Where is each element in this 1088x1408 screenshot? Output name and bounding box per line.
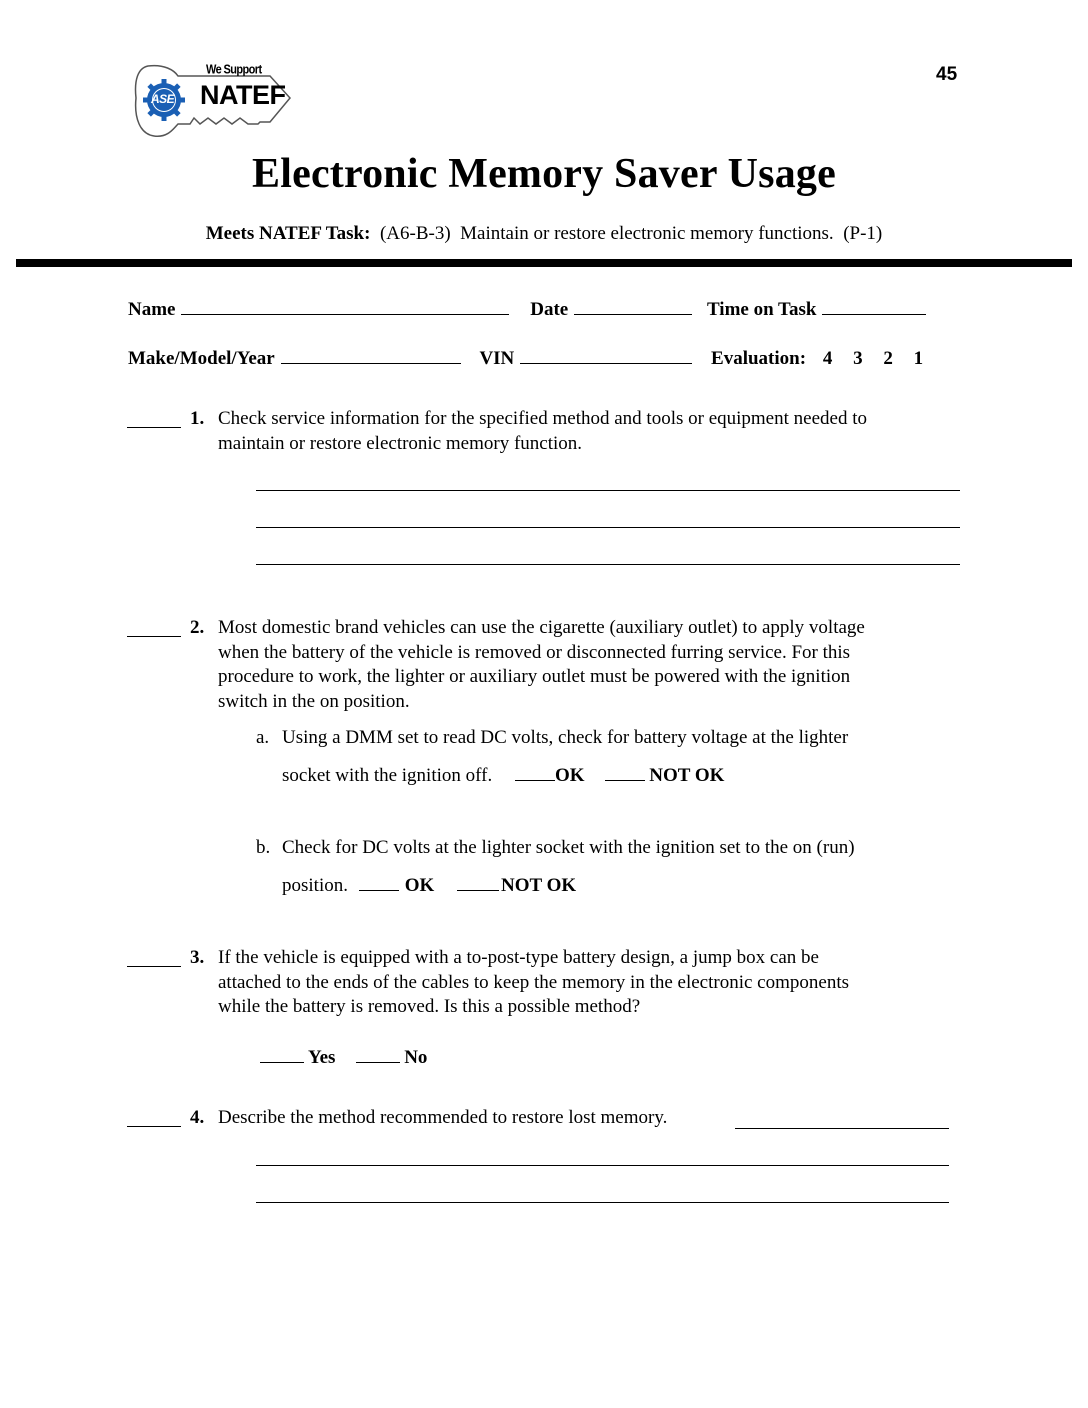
q3-no-blank[interactable] (356, 1044, 400, 1063)
q3-check-blank[interactable] (127, 966, 181, 967)
task-priority: (P-1) (843, 223, 883, 244)
logo-top-text: We Support (206, 62, 262, 78)
q3-text-line: If the vehicle is equipped with a to-post-type battery design, a jump box can be (218, 947, 819, 968)
q2b-text-line-1: Check for DC volts at the lighter socket with the ignition set to the on (run) (282, 837, 855, 858)
make-model-year-field[interactable] (281, 345, 461, 364)
task-label: Meets NATEF Task: (205, 223, 371, 244)
q2b-not-ok-blank[interactable] (457, 872, 499, 891)
q3-text (218, 946, 849, 1020)
vin-field[interactable] (520, 345, 692, 364)
logo-badge-text: ASE (151, 92, 175, 106)
q3-text-line: attached to the ends of the cables to keep the memory in the electronic components (218, 971, 849, 993)
q4-check-blank[interactable] (127, 1126, 181, 1127)
q2-text-line: Most domestic brand vehicles can use the cigarette (auxiliary outlet) to apply voltage (218, 617, 865, 638)
q2a-not-ok-option: NOT OK (649, 765, 725, 786)
header-divider (16, 259, 1072, 267)
q3-yes-blank[interactable] (260, 1044, 304, 1063)
evaluation-option-1[interactable]: 1 (913, 348, 924, 369)
q4-answer-line-2[interactable] (256, 1165, 949, 1166)
date-label: Date (530, 299, 569, 320)
evaluation-option-3[interactable]: 3 (853, 348, 863, 369)
q3-yes-option: Yes (308, 1047, 336, 1068)
q3-options (260, 1044, 427, 1070)
q1-answer-line-3[interactable] (256, 564, 960, 565)
q1-text (218, 407, 867, 456)
q1-check-blank[interactable] (127, 427, 181, 428)
q1-text-line: maintain or restore electronic memory function. (218, 432, 583, 454)
student-info-row (128, 296, 926, 322)
make-model-year-label: Make/Model/Year (128, 348, 275, 369)
q2a-ok-blank[interactable] (515, 762, 555, 781)
evaluation-option-2[interactable]: 2 (883, 348, 893, 369)
q4-answer-line-3[interactable] (256, 1202, 949, 1203)
logo-main-text: NATEF (200, 80, 286, 110)
q2a-line-2 (282, 762, 724, 788)
q2a-ok-option: OK (554, 765, 585, 786)
q2-text-line: procedure to work, the lighter or auxiliary outlet must be powered with the ignition (218, 666, 851, 687)
q2-text (218, 616, 865, 714)
name-field[interactable] (181, 296, 509, 315)
q2-number: 2. (190, 617, 205, 638)
q2-text-line: switch in the on position. (218, 690, 410, 712)
time-on-task-field[interactable] (822, 296, 926, 315)
q2a-not-ok-blank[interactable] (605, 762, 645, 781)
natef-task-line (0, 222, 1088, 246)
q2-text-line: when the battery of the vehicle is removed or disconnected furring service. For this (218, 641, 851, 663)
q2a-text-line-1: Using a DMM set to read DC volts, check for battery voltage at the lighter (282, 727, 849, 748)
q1-number: 1. (190, 408, 205, 429)
q4-text-line: Describe the method recommended to restore lost memory. (218, 1107, 668, 1128)
natef-logo (130, 58, 295, 142)
time-on-task-label: Time on Task (706, 299, 817, 320)
q2b-ok-blank[interactable] (359, 872, 399, 891)
q2b-not-ok-option: NOT OK (501, 875, 577, 896)
q4-number: 4. (190, 1107, 205, 1128)
q3-text-line: while the battery is removed. Is this a possible method? (218, 996, 641, 1017)
q3-no-option: No (404, 1047, 428, 1068)
name-label: Name (128, 299, 176, 320)
q1-text-line: Check service information for the specified method and tools or equipment needed to (218, 408, 867, 429)
page-title: Electronic Memory Saver Usage (252, 151, 836, 197)
task-code: (A6-B-3) (379, 223, 451, 244)
q3-number: 3. (190, 947, 205, 968)
q2b-line-2 (282, 872, 576, 898)
q2a-letter: a. (256, 727, 270, 748)
q2a-text-line-2: socket with the ignition off. (282, 765, 493, 786)
date-field[interactable] (574, 296, 692, 315)
page-number: 45 (936, 64, 958, 85)
evaluation-label: Evaluation: (711, 348, 807, 369)
q2b-text-line-2: position. (282, 875, 348, 896)
q4-answer-line-1[interactable] (735, 1128, 949, 1129)
vin-label: VIN (479, 348, 515, 369)
q1-answer-line-1[interactable] (256, 490, 960, 491)
q2-check-blank[interactable] (127, 636, 181, 637)
vehicle-info-row (128, 345, 923, 371)
task-description: Maintain or restore electronic memory functions. (460, 223, 834, 244)
q1-answer-line-2[interactable] (256, 527, 960, 528)
evaluation-option-4[interactable]: 4 (822, 348, 833, 369)
q2b-ok-option: OK (404, 875, 435, 896)
q2b-letter: b. (256, 837, 271, 858)
q4-text (218, 1106, 667, 1131)
